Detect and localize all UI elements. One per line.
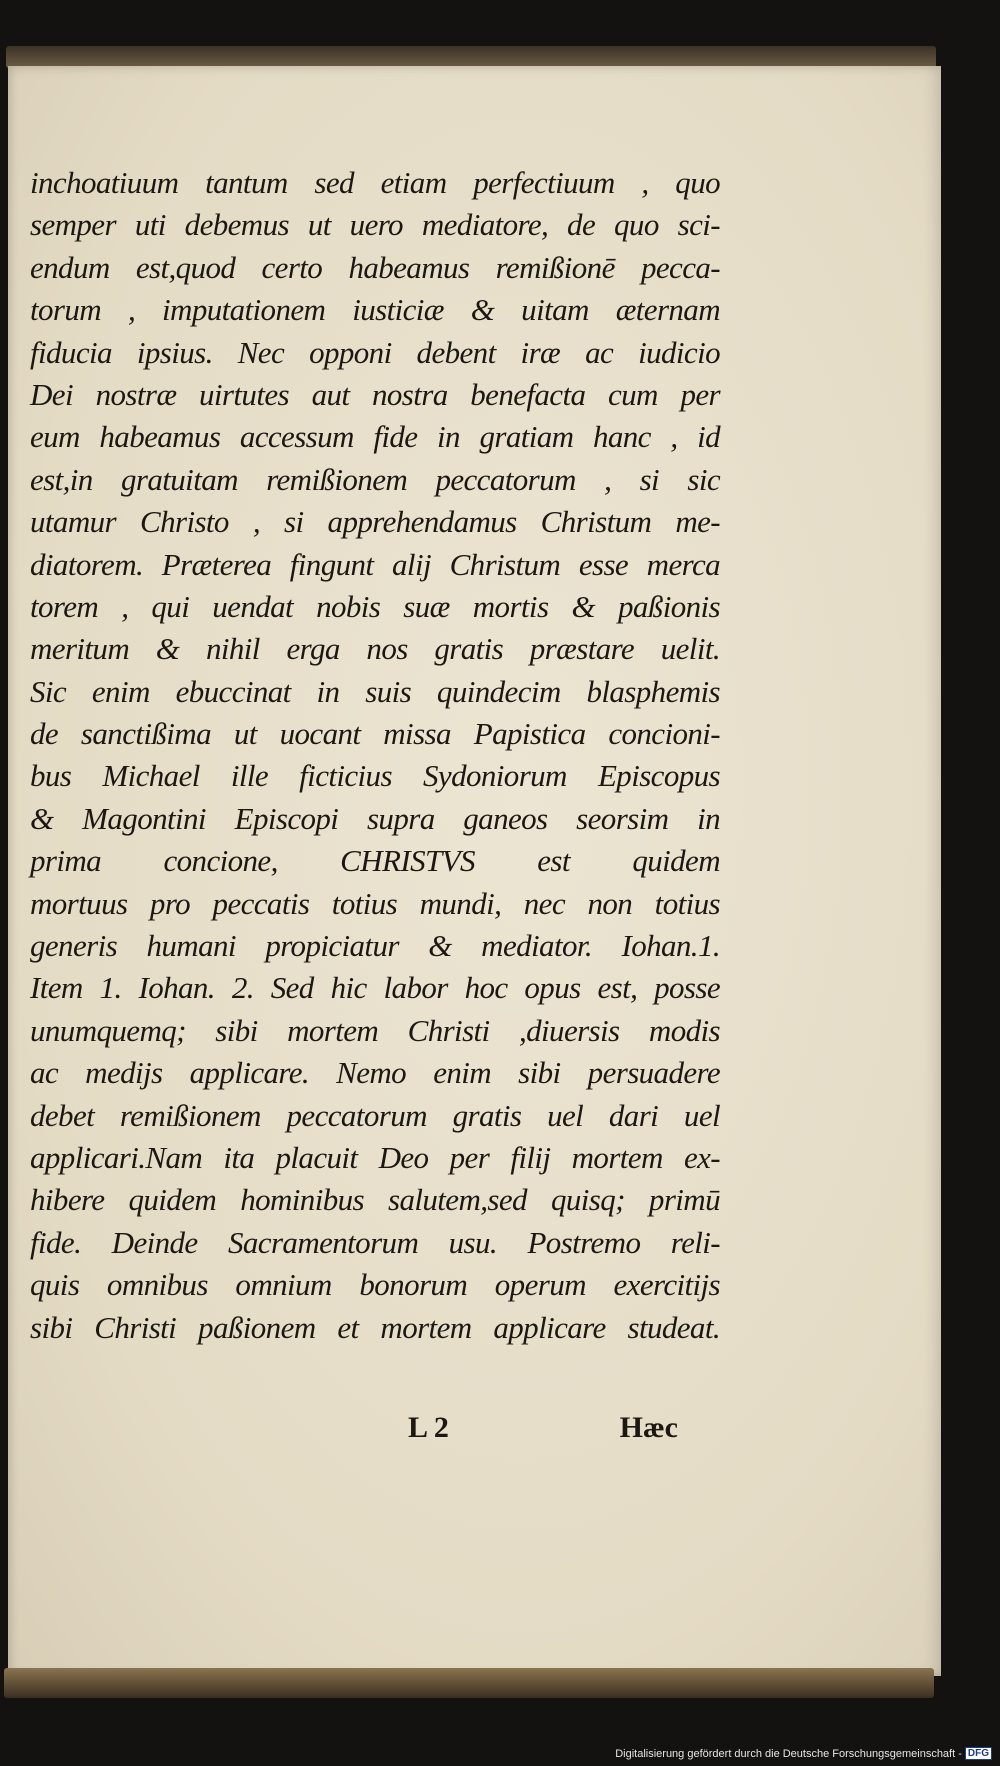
- text-line-25: hibere quidem hominibus salutem,sed quisq; primū: [30, 1182, 720, 1218]
- text-line-21: unumquemq; sibi mortem Christi ,diuersis modis: [30, 1012, 720, 1048]
- text-line-1: inchoatiuum tantum sed etiam perfectiuum , quo: [30, 165, 720, 200]
- page-footer: [408, 1411, 678, 1445]
- text-line-5: fiducia ipsius. Nec opponi debent iræ ac iudicio: [30, 334, 720, 370]
- text-line-9: utamur Christo , si apprehendamus Christum me-: [30, 504, 720, 540]
- text-line-20: Item 1. Iohan. 2. Sed hic labor hoc opus est, posse: [30, 970, 720, 1006]
- text-line-7: eum habeamus accessum fide in gratiam hanc , id: [30, 419, 720, 455]
- text-line-15: bus Michael ille ficticius Sydoniorum Episcopus: [30, 758, 720, 794]
- signature-mark: L 2: [408, 1411, 449, 1444]
- text-line-4: torum , imputationem iusticiæ & uitam æternam: [30, 292, 720, 328]
- text-line-26: fide. Deinde Sacramentorum usu. Postremo reli-: [30, 1224, 720, 1260]
- text-line-17: prima concione, CHRISTVS est quidem: [30, 843, 720, 879]
- dfg-logo: DFG: [965, 1747, 992, 1760]
- text-line-2: semper uti debemus ut uero mediatore, de quo sci-: [30, 207, 720, 243]
- text-line-23: debet remißionem peccatorum gratis uel dari uel: [30, 1097, 720, 1133]
- digitization-credit: [615, 1747, 992, 1760]
- text-line-8: est,in gratuitam remißionem peccatorum , si sic: [30, 461, 720, 497]
- text-line-6: Dei nostræ uirtutes aut nostra benefacta cum per: [30, 376, 720, 412]
- text-line-28: sibi Christi paßionem et mortem applicare studeat.: [30, 1309, 720, 1345]
- page-edge-bottom: [4, 1668, 934, 1698]
- text-line-16: & Magontini Episcopi supra ganeos seorsim in: [30, 800, 720, 836]
- text-line-11: torem , qui uendat nobis suæ mortis & paßionis: [30, 588, 720, 624]
- page-edge-top: [6, 46, 936, 68]
- body-text: [30, 162, 720, 1349]
- book-page: [8, 66, 941, 1676]
- text-line-10: diatorem. Præterea fingunt alij Christum esse merca: [30, 546, 720, 582]
- text-line-14: de sanctißima ut uocant missa Papistica concioni-: [30, 716, 720, 752]
- text-line-19: generis humani propiciatur & mediator. Iohan.1.: [30, 928, 720, 964]
- credit-text: Digitalisierung gefördert durch die Deutsche Forschungsgemeinschaft -: [615, 1747, 962, 1760]
- text-line-27: quis omnibus omnium bonorum operum exercitijs: [30, 1267, 720, 1303]
- text-line-3: endum est,quod certo habeamus remißionē pecca-: [30, 249, 720, 285]
- text-line-13: Sic enim ebuccinat in suis quindecim blasphemis: [30, 673, 720, 709]
- text-line-12: meritum & nihil erga nos gratis præstare uelit.: [30, 631, 720, 667]
- text-line-24: applicari.Nam ita placuit Deo per filij mortem ex-: [30, 1139, 720, 1175]
- text-line-22: ac medijs applicare. Nemo enim sibi persuadere: [30, 1055, 720, 1091]
- catchword: Hæc: [619, 1411, 678, 1444]
- text-line-18: mortuus pro peccatis totius mundi, nec non totius: [30, 885, 720, 921]
